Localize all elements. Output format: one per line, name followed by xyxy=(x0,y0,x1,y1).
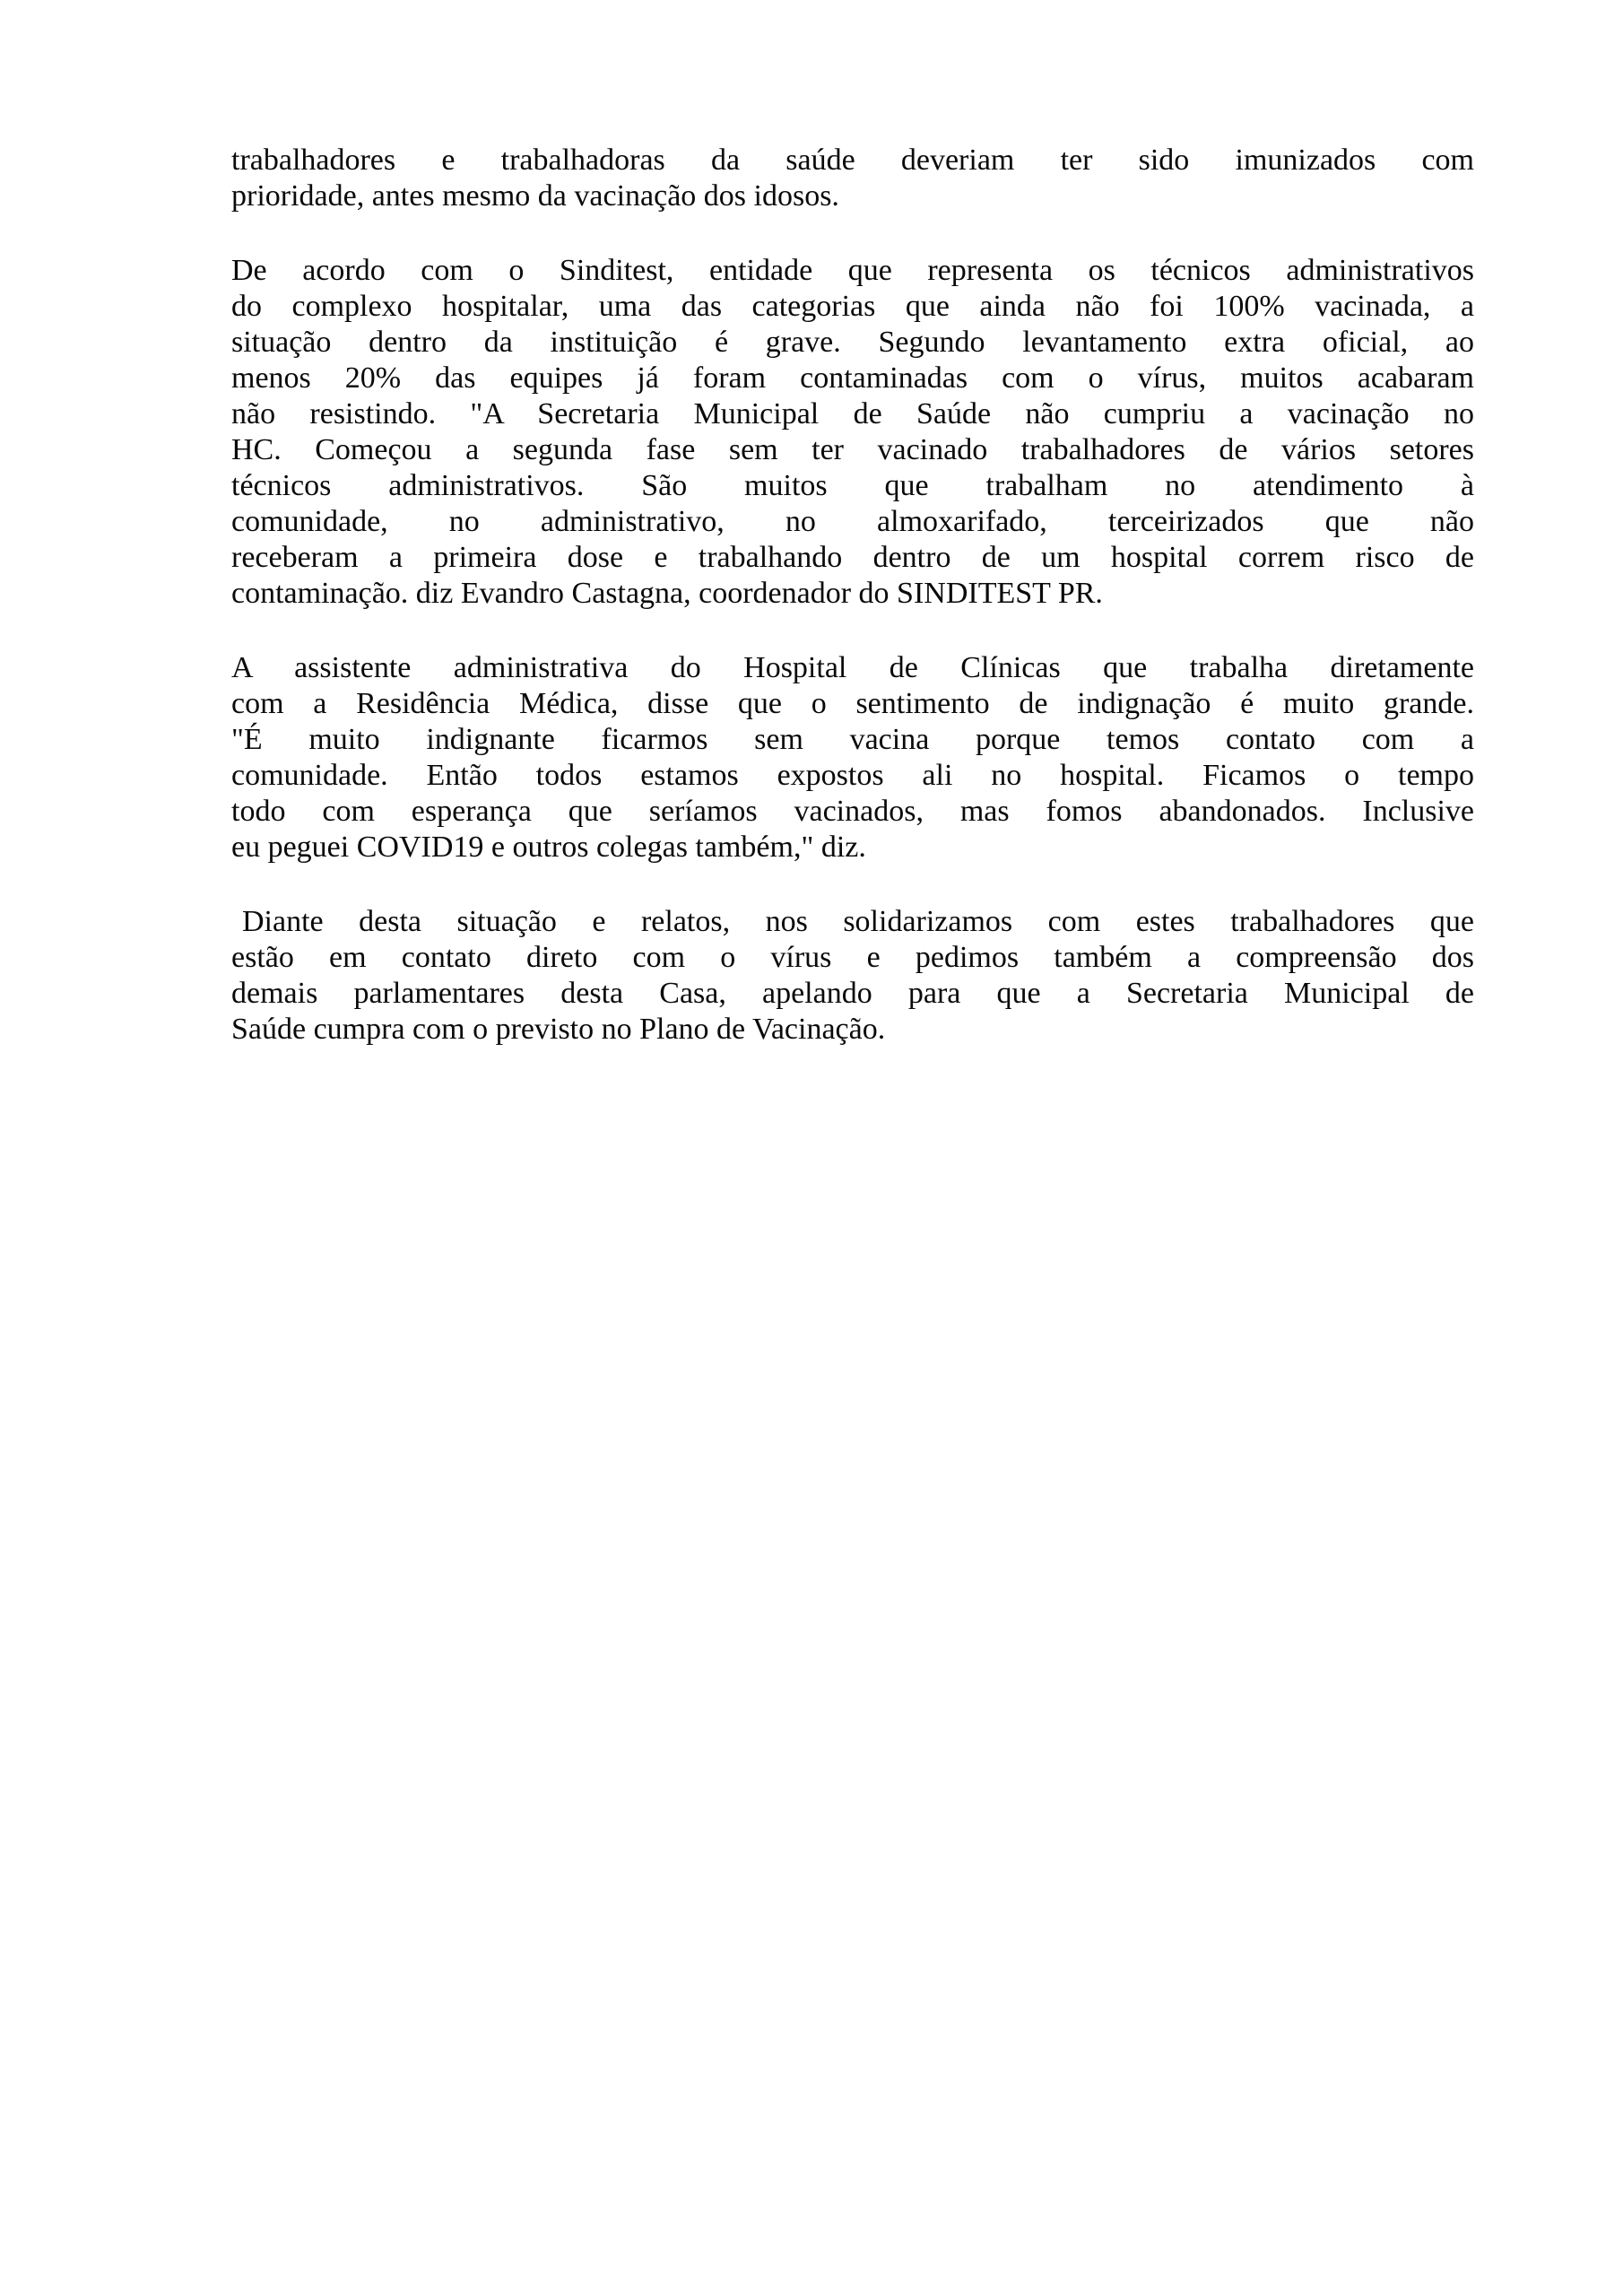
text-line: receberam a primeira dose e trabalhando dentro de um hospital correm risco de xyxy=(231,541,1474,574)
text-line: HC. Começou a segunda fase sem ter vacinado trabalhadores de vários setores xyxy=(231,433,1474,466)
text-line: não resistindo. "A Secretaria Municipal de Saúde não cumpriu a vacinação no xyxy=(231,397,1474,430)
text-line: A assistente administrativa do Hospital de Clínicas que trabalha diretamente xyxy=(231,651,1474,684)
paragraph-1 xyxy=(231,143,1474,214)
text-line: "É muito indignante ficarmos sem vacina porque temos contato com a xyxy=(231,723,1474,756)
text-line: demais parlamentares desta Casa, apelando para que a Secretaria Municipal de xyxy=(231,977,1474,1010)
text-line: contaminação. diz Evandro Castagna, coordenador do SINDITEST PR. xyxy=(231,577,1103,610)
text-line: todo com esperança que seríamos vacinados, mas fomos abandonados. Inclusive xyxy=(231,795,1474,828)
text-line: do complexo hospitalar, uma das categorias que ainda não foi 100% vacinada, a xyxy=(231,290,1474,323)
paragraph-4 xyxy=(231,904,1474,1048)
text-line: prioridade, antes mesmo da vacinação dos idosos. xyxy=(231,179,839,213)
text-line: situação dentro da instituição é grave. Segundo levantamento extra oficial, ao xyxy=(231,326,1474,359)
text-line: menos 20% das equipes já foram contaminadas com o vírus, muitos acabaram xyxy=(231,361,1474,395)
text-line: Diante desta situação e relatos, nos solidarizamos com estes trabalhadores que xyxy=(242,905,1474,938)
text-line: trabalhadores e trabalhadoras da saúde deveriam ter sido imunizados com xyxy=(231,144,1474,177)
text-line: De acordo com o Sinditest, entidade que representa os técnicos administrativos xyxy=(231,254,1474,287)
text-line: comunidade, no administrativo, no almoxarifado, terceirizados que não xyxy=(231,505,1474,538)
text-line: técnicos administrativos. São muitos que trabalham no atendimento à xyxy=(231,469,1474,502)
text-line: comunidade. Então todos estamos expostos ali no hospital. Ficamos o tempo xyxy=(231,759,1474,792)
paragraph-2 xyxy=(231,253,1474,612)
text-line: estão em contato direto com o vírus e pedimos também a compreensão dos xyxy=(231,941,1474,974)
text-line: com a Residência Médica, disse que o sentimento de indignação é muito grande. xyxy=(231,687,1474,720)
text-block xyxy=(231,143,1474,1086)
text-line: Saúde cumpra com o previsto no Plano de Vacinação. xyxy=(231,1013,886,1046)
paragraph-3 xyxy=(231,650,1474,865)
text-line: eu peguei COVID19 e outros colegas também," diz. xyxy=(231,831,866,864)
